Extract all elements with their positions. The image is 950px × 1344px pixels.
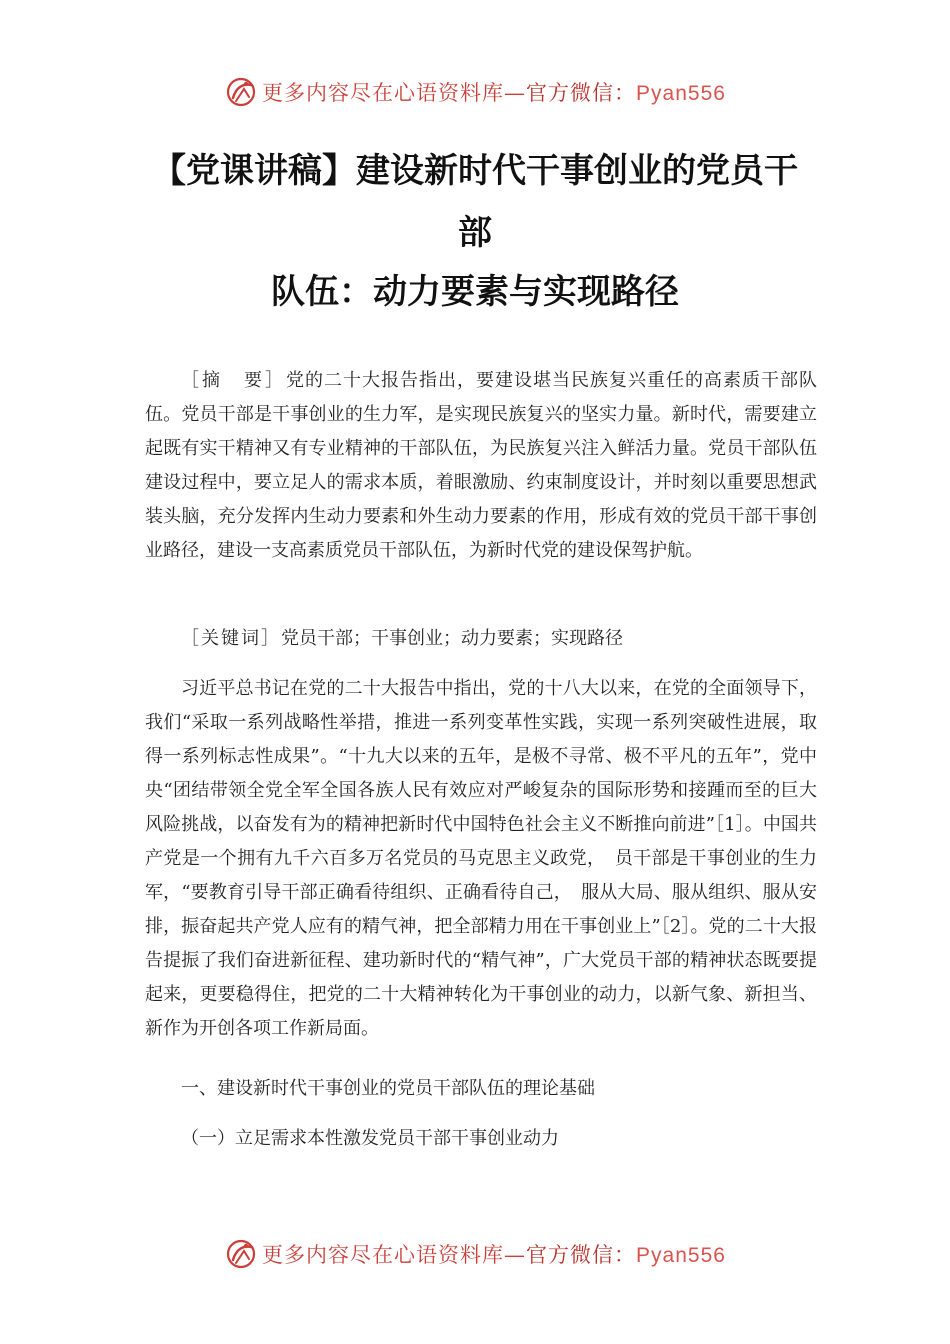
banner-text	[262, 77, 726, 107]
banner-dash: —	[504, 81, 527, 105]
banner-wechat-handle: Pyan556	[636, 1244, 726, 1267]
document-title-line-2: 部	[458, 213, 492, 253]
banner-text	[262, 1239, 726, 1269]
banner-wechat-handle: Pyan556	[636, 82, 726, 105]
seal-logo-icon	[224, 75, 258, 109]
intro-paragraph: 习近平总书记在党的二十大报告中指出，党的十八大以来，在党的全面领导下，我们“采取一系列战略性举措，推进一系列变革性实践，实现一系列突破性进展，取得一系列标志性成果”。“十九大以来的五年，是极不寻常、极不平凡的五年”，党中央“团结带领全党全军全国各族人民有效应对严峻复杂的国际形势和接踵而至的巨大风险挑战，以奋发有为的精神把新时代中国特色社会主义不断推向前进”［1］。中国共产党是一个拥有九千六百多万名党员的马克思主义政党， 员干部是干事创业的生力军，“要教育引导干部正确看待组织、正确看待自己， 服从大局、服从组织、服从安排，振奋起共产党人应有的精气神，把全部精力用在干事创业上”［2］。党的二十大报告提振了我们奋进新征程、建功新时代的“精气神”，广大党员干部的精神状态既要提起来，更要稳得住，把党的二十大精神转化为干事创业的动力，以新气象、新担当、新作为开创各项工作新局面。	[145, 678, 817, 1039]
keywords-paragraph	[145, 622, 817, 656]
banner-dash: —	[504, 1243, 527, 1267]
subsection-1	[145, 1122, 817, 1156]
header-banner	[0, 72, 950, 112]
abstract-text: 党的二十大报告指出，要建设堪当民族复兴重任的高素质干部队伍。党员干部是干事创业的生力军，是实现民族复兴的坚实力量。新时代，需要建立起既有实干精神又有专业精神的干部队伍，为民族复兴注入鲜活力量。党员干部队伍建设过程中，要立足人的需求本质，着眼激励、约束制度设计，并时刻以重要思想武装头脑，充分发挥内生动力要素和外生动力要素的作用，形成有效的党员干部干事创业路径，建设一支高素质党员干部队伍，为新时代党的建设保驾护航。	[145, 370, 817, 561]
subsection-1-heading: （一）立足需求本性激发党员干部干事创业动力	[181, 1128, 559, 1149]
abstract-label: ［摘 要］	[181, 370, 286, 391]
keywords-section	[145, 622, 817, 656]
section-1	[145, 1072, 817, 1106]
banner-wechat-label: 官方微信：	[526, 81, 637, 105]
intro-section	[145, 672, 817, 1046]
keywords-label: ［关键词］	[181, 628, 281, 649]
keywords-text: 党员干部；干事创业；动力要素；实现路径	[281, 628, 623, 649]
seal-logo-icon	[224, 1237, 258, 1271]
section-1-heading: 一、建设新时代干事创业的党员干部队伍的理论基础	[181, 1078, 595, 1099]
banner-library-text: 更多内容尽在心语资料库	[262, 81, 505, 105]
abstract-section	[145, 364, 817, 568]
banner-wechat-label: 官方微信：	[526, 1243, 637, 1267]
banner-library-text: 更多内容尽在心语资料库	[262, 1243, 505, 1267]
abstract-paragraph	[145, 364, 817, 568]
document-title-line-1: 【党课讲稿】建设新时代干事创业的党员干	[152, 151, 798, 191]
footer-banner	[0, 1234, 950, 1274]
document-title-line-3: 队伍：动力要素与实现路径	[271, 272, 679, 312]
